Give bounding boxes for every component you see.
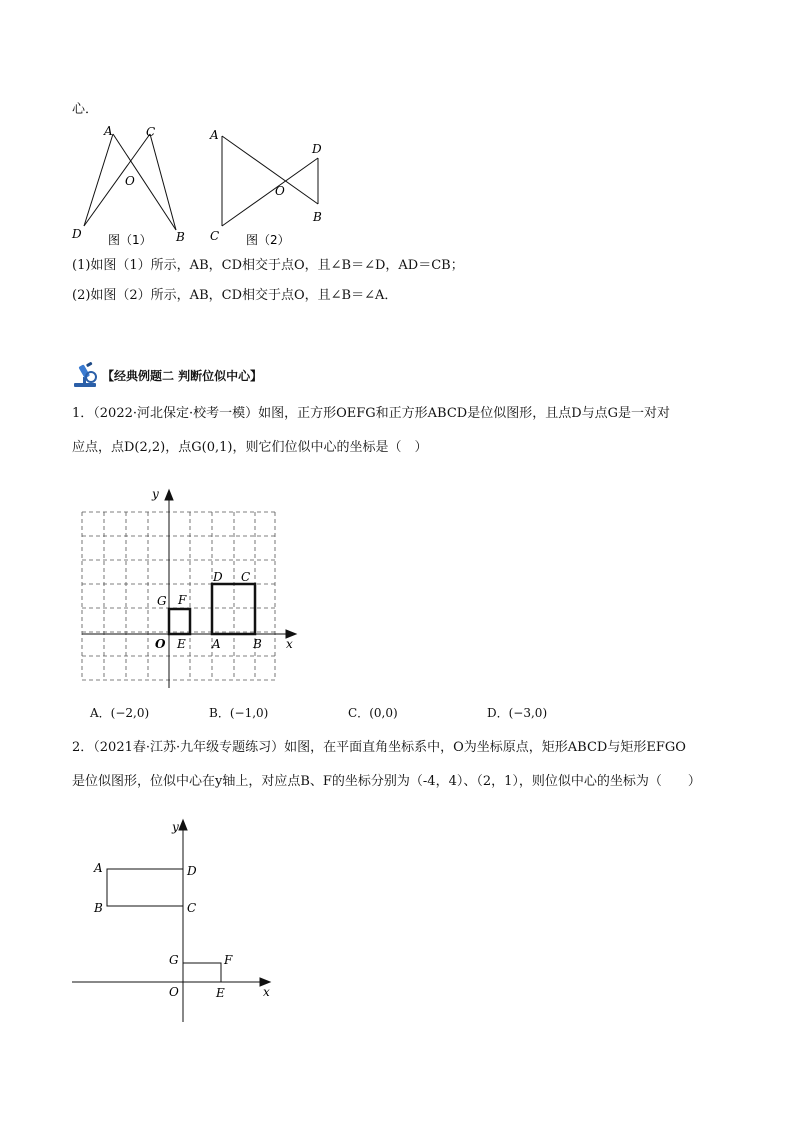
segment-cd — [222, 158, 318, 226]
fig1-label-c: C — [146, 125, 156, 139]
p2-label-e: E — [216, 986, 225, 1000]
fig2-label-c: C — [210, 229, 220, 243]
section-heading — [72, 360, 262, 390]
fig1-label-o: O — [125, 174, 135, 188]
option-b[interactable] — [209, 704, 268, 721]
segment-ab — [113, 134, 176, 230]
p2-label-f: F — [224, 953, 233, 967]
p1-label-y: y — [152, 487, 159, 501]
p1-label-x: x — [286, 637, 293, 651]
option-c-key: C． — [348, 706, 370, 720]
p2-label-y: y — [172, 820, 179, 834]
condition-2: (2)如图（2）所示，AB，CD相交于点O，且∠B＝∠A． — [72, 288, 398, 303]
fig2-caption: 图（2） — [246, 233, 290, 247]
option-c[interactable] — [348, 704, 398, 721]
square-oefg — [169, 609, 190, 634]
fig2-label-a: A — [210, 128, 219, 142]
option-d[interactable] — [487, 704, 547, 721]
option-a[interactable] — [90, 704, 149, 721]
option-b-key: B． — [209, 706, 230, 720]
problem2-graph — [66, 814, 286, 1026]
option-d-key: D． — [487, 706, 509, 720]
problem2-line1: 2．（2021春·江苏·九年级专题练习）如图，在平面直角坐标系中，O为坐标原点，矩形ABCD与矩形EFGO — [72, 740, 686, 755]
p1-label-a: A — [212, 637, 221, 651]
p2-label-b: B — [94, 901, 103, 915]
fig1-label-a: A — [104, 124, 113, 138]
p2-label-d: D — [187, 864, 197, 878]
fig1-label-b: B — [176, 230, 185, 244]
square-abcd — [212, 584, 255, 634]
section-title: 【经典例题二 判断位似中心】 — [102, 368, 263, 383]
p1-label-b: B — [253, 637, 262, 651]
p2-label-o: O — [169, 985, 179, 999]
segment-ad — [84, 134, 113, 226]
problem1-line1: 1．（2022·河北保定·校考一模）如图，正方形OEFG和正方形ABCD是位似图形，且点D与点G是一对对 — [72, 406, 671, 421]
p1-label-f: F — [178, 593, 187, 607]
fig2-label-b: B — [313, 210, 322, 224]
fig1-caption: 图（1） — [108, 233, 152, 247]
option-d-value: (−3,0) — [508, 706, 548, 720]
p1-label-c: C — [241, 570, 251, 584]
p2-label-g: G — [169, 953, 179, 967]
p2-label-a: A — [94, 861, 103, 875]
y-axis-arrow — [165, 490, 173, 500]
microscope-icon — [72, 361, 100, 389]
rectangle-abcd — [107, 869, 183, 906]
p1-label-e: E — [177, 637, 186, 651]
fig2-label-o: O — [275, 184, 285, 198]
fig2-label-d: D — [312, 142, 322, 156]
y-axis-arrow — [179, 820, 187, 830]
option-a-key: A． — [90, 706, 111, 720]
segment-cb — [150, 134, 176, 230]
option-c-value: (0,0) — [369, 706, 398, 720]
p2-label-x: x — [263, 985, 270, 999]
condition-1: (1)如图（1）所示，AB，CD相交于点O，且∠B＝∠D，AD＝CB； — [72, 258, 464, 273]
option-a-value: (−2,0) — [110, 706, 150, 720]
rectangle-efgo — [183, 963, 221, 982]
fig1-label-d: D — [72, 227, 82, 241]
p1-label-g: G — [157, 594, 167, 608]
figure-1 — [66, 124, 196, 252]
problem2-line2: 是位似图形，位似中心在y轴上，对应点B、F的坐标分别为（-4，4）、（2，1），则位似中心的坐标为（ ） — [72, 774, 701, 789]
figure-2 — [200, 124, 340, 252]
problem1-graph — [74, 484, 304, 690]
p1-label-o: O — [155, 637, 166, 651]
problem1-line2: 应点，点D(2,2)，点G(0,1)，则它们位似中心的坐标是（ ） — [72, 440, 428, 455]
segment-cd — [84, 134, 150, 226]
p2-label-c: C — [187, 901, 197, 915]
segment-ab — [222, 136, 318, 204]
p1-label-d: D — [213, 570, 223, 584]
intro-tail: 心． — [72, 102, 99, 117]
option-b-value: (−1,0) — [229, 706, 269, 720]
